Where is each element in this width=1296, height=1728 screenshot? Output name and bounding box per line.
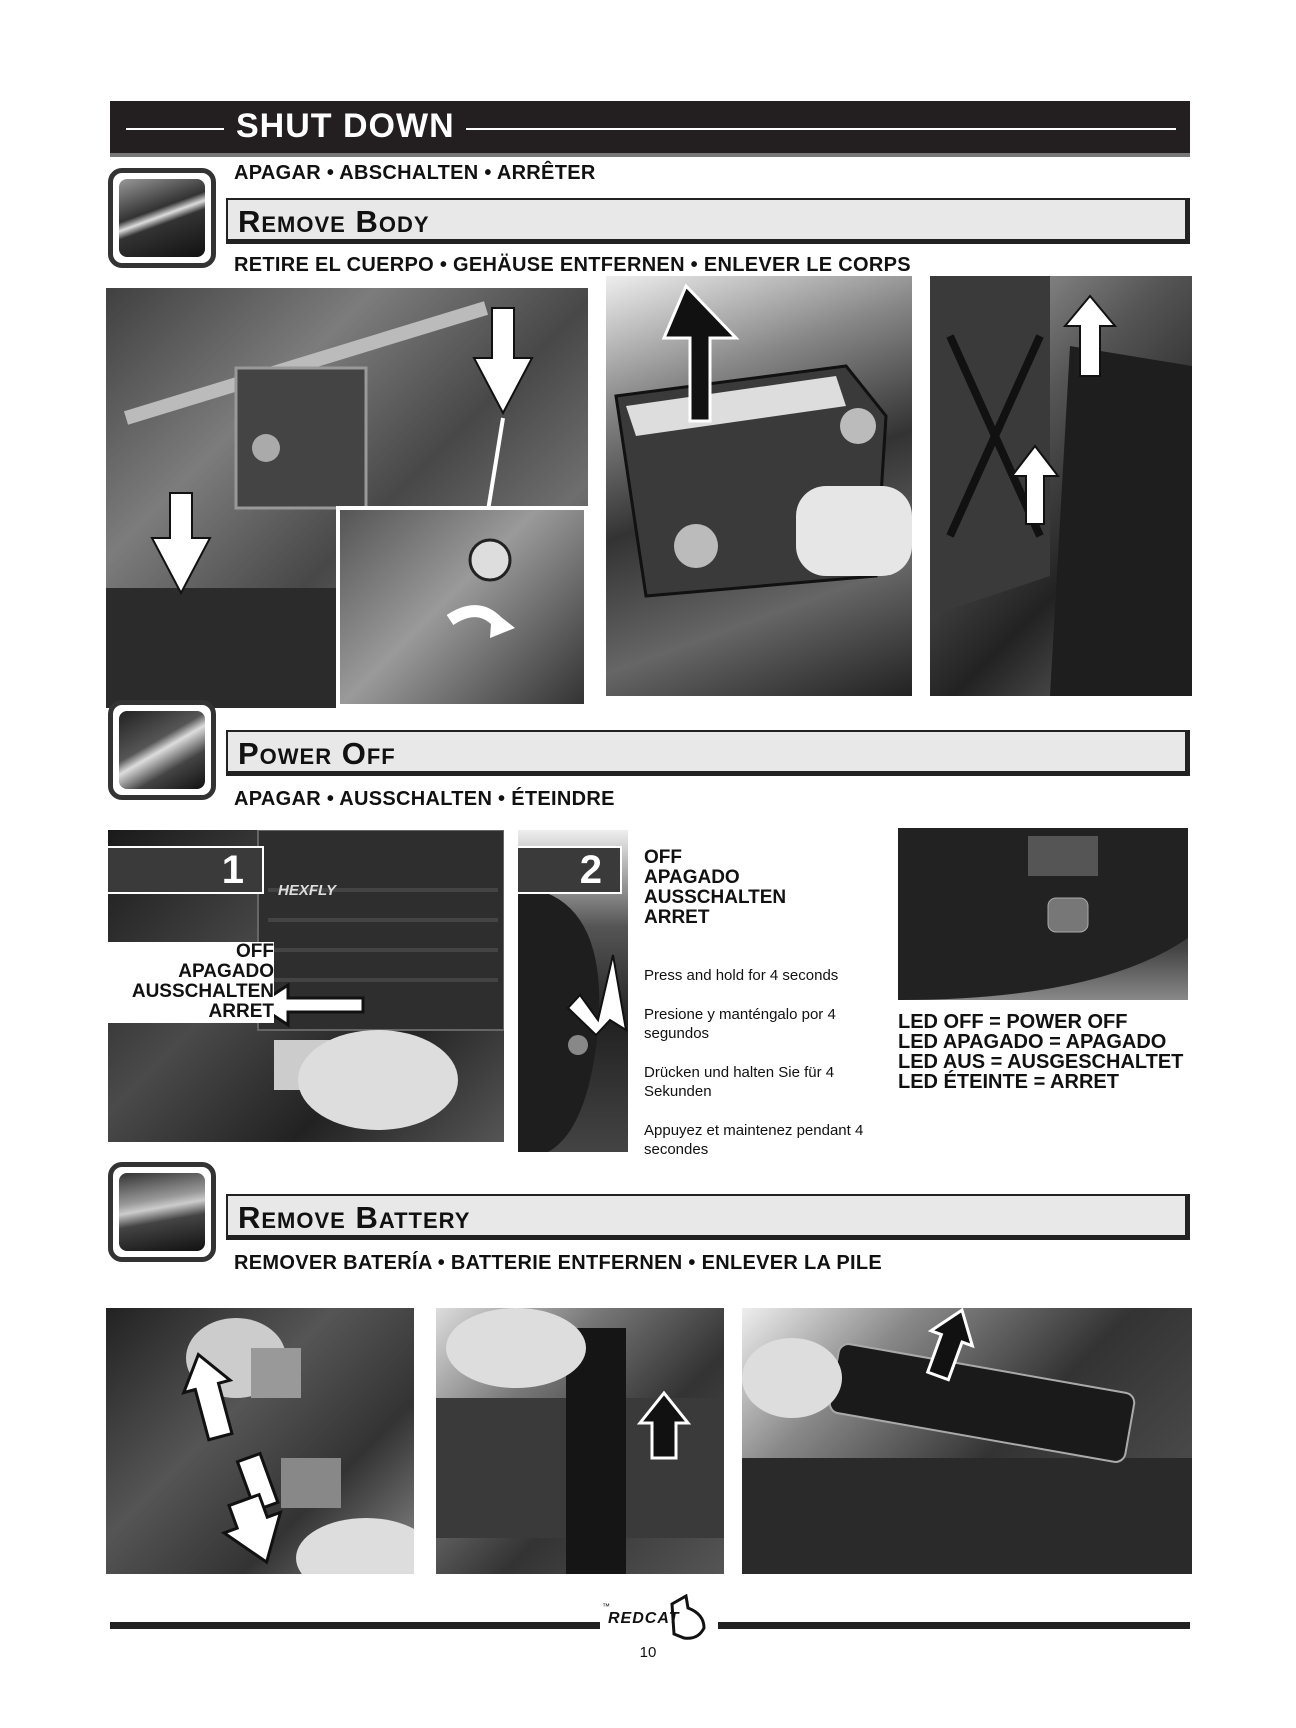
section-banner xyxy=(110,101,1190,157)
photo-disconnect-plug xyxy=(106,1308,414,1574)
banner-rule-left xyxy=(126,128,224,130)
photo-led-off xyxy=(898,828,1188,1000)
power-off-thumbnail xyxy=(108,700,216,800)
power-off-header xyxy=(226,730,1190,776)
remove-battery-title: Remove Battery xyxy=(238,1200,471,1235)
photo-strap-release xyxy=(436,1308,724,1574)
photo-inset-screw xyxy=(336,506,588,708)
hexfly-logo: HEXFLY xyxy=(278,882,337,899)
footer-rule-right xyxy=(718,1622,1190,1629)
power-off-subtitle: APAGAR • AUSSCHALTEN • ÉTEINDRE xyxy=(234,788,615,810)
remove-body-header xyxy=(226,198,1190,244)
step-2-badge: 2 xyxy=(516,846,622,894)
photo-led-art xyxy=(898,828,1188,1000)
page-number: 10 xyxy=(639,1644,657,1661)
step-1-badge: 1 xyxy=(106,846,264,894)
photo-lift-body xyxy=(606,276,912,696)
footer-brand: REDCAT xyxy=(608,1610,680,1627)
photo-lift-body-art xyxy=(606,276,912,696)
step2-off-labels: OFF APAGADO AUSSCHALTEN ARRET xyxy=(644,847,787,928)
power-off-title: Power Off xyxy=(238,736,396,771)
led-status-text: LED OFF = POWER OFF LED APAGADO = APAGADO LED AUS = AUSGESCHALTET LED ÉTEINTE = ARRET xyxy=(898,1011,1184,1093)
photo-battery-art xyxy=(742,1308,1192,1574)
inset-screw-art xyxy=(340,510,584,704)
step2-instructions: Press and hold for 4 seconds Presione y manténgalo por 4 segundos Drücken und halten Sie für 4 Sekunden Appuyez et maintenez pendant 4 secondes xyxy=(644,967,864,1158)
redcat-logo xyxy=(600,1594,718,1642)
remove-body-subtitle: RETIRE EL CUERPO • GEHÄUSE ENTFERNEN • ENLEVER LE CORPS xyxy=(234,254,911,276)
banner-subtitle: APAGAR • ABSCHALTEN • ARRÊTER xyxy=(234,162,596,184)
page-title: SHUT DOWN xyxy=(236,107,455,145)
step1-off-labels: OFF APAGADO AUSSCHALTEN ARRET xyxy=(108,942,274,1023)
remove-battery-thumbnail xyxy=(108,1162,216,1262)
photo-body-removed-art xyxy=(930,276,1192,696)
photo-body-clips xyxy=(106,288,588,708)
remove-battery-header xyxy=(226,1194,1190,1240)
photo-strap-art xyxy=(436,1308,724,1574)
photo-body-removed xyxy=(930,276,1192,696)
footer-rule-left xyxy=(110,1622,600,1629)
photo-lift-battery xyxy=(742,1308,1192,1574)
footer-tm: ™ xyxy=(602,1602,610,1611)
photo-disconnect-art xyxy=(106,1308,414,1574)
remove-body-title: Remove Body xyxy=(238,204,430,239)
banner-rule-right xyxy=(466,128,1176,130)
remove-battery-subtitle: REMOVER BATERÍA • BATTERIE ENTFERNEN • ENLEVER LA PILE xyxy=(234,1252,883,1274)
remove-body-thumbnail xyxy=(108,168,216,268)
